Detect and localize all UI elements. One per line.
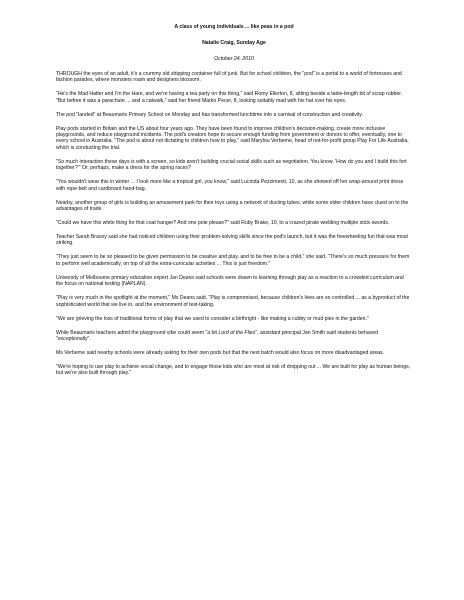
paragraph-1: THROUGH the eyes of an adult, it's a crummy old shipping container full of junk. But for school children, the "pod" is a portal to a world of fortresses and fashion parades, where monsters roam and designers blossom.: [56, 70, 402, 84]
article-title: A class of young individuals ... like peas in a pod: [174, 24, 294, 30]
paragraph-10: "They just seem to be so pleased to be given permission to be creative and play, and to be free to be a child," she said. "There's so much pressure for them to perform well academically, on top of all the extra-curricular activities ... This is just freedom.": [56, 254, 410, 267]
paragraph-12: "Play is very much in the spotlight at the moment," Ms Deans said. "Play is compromised, because children's lives are so controlled ... as a byproduct of the sophisticated world that we live in, and the environment of test-taking.: [56, 295, 410, 308]
paragraph-14: [56, 330, 412, 343]
article-date: October 24, 2010: [214, 55, 254, 62]
paragraph-6: "You wouldn't wear this in winter ... I look more like a tropical girl, you know," said Lucinda Pezzimenti, 10, as she showed off her wrap-around print dress with rope-belt and cardboard hand-bag.: [56, 179, 404, 192]
article-byline: Natalie Craig, Sunday Age: [202, 39, 266, 46]
document-page: [56, 24, 412, 384]
paragraph-13: "We are grieving the loss of traditional forms of play that we used to consider a birthright - like making a cubby or mud pies in the garden.": [56, 315, 369, 322]
paragraph-2: "He's the Mad Hatter and I'm the Hare, and we're having a tea party on this thing," said Romy Ellerton, 8, sitting beside a table-length bit of scrap rubber. "But before it was a parachute ... and a catwalk," said her friend Marko Pecer, 8, looking suitably mad with his hat over his eyes.: [56, 91, 403, 104]
paragraph-14-italic-title: Lord of the Flies: [218, 329, 256, 336]
paragraph-11: University of Melbourne primary education expert Jan Deans said schools were drawn to learning through play as a reaction to a crowded curriculum and the focus on national testing (NAPLAN).: [56, 274, 404, 288]
paragraph-15: Ms Verberne said nearby schools were already asking for their own pods but that the next batch would also focus on more disadvantaged areas.: [56, 350, 385, 356]
paragraph-9: Teacher Sarah Bracey said she had noticed children using their problem-solving skills since the pod's launch, but it was the freewheeling fun that was most striking.: [56, 233, 408, 247]
paragraph-4: Play pods started in Britain and the US about four years ago. They have been found to improve children's decision-making, create more inclusive playgrounds, and reduce playground incidents. The pod's creators hope to secure enough funding from government or donors to offer, eventually, one to every school in Australia. "The pod is about not dictating to children how to play," said Marylou Verberne, head of not-for-profit group Play For Life Australia, which is conducting the trial.: [56, 125, 409, 151]
paragraph-8: "Could we have this white thing for that coat hanger? And one pole please?" said Ruby Brake, 10, to a crazed pirate wielding multiple stick-swords.: [56, 219, 390, 226]
paragraph-14-before: While Beaumaris teachers admit the playground vibe could seem "a bit: [56, 329, 219, 336]
paragraph-5: "So much interaction these days is with a screen, so kids aren't building crucial social skills such as negotiation. You know, 'How do you and I build this fort together?'" Or, perhaps, make a dress for the spring races?: [56, 158, 407, 172]
paragraph-3: The pod "landed" at Beaumaris Primary School on Monday and has transformed lunchtime into a carnival of construction and creativity.: [56, 111, 364, 118]
paragraph-16: "We're hoping to use play to achieve social change, and to engage those kids who are most at risk of dropping out ... We are built for play as human beings, but we're also built through play.": [56, 364, 411, 377]
paragraph-7: Nearby, another group of girls is building an amusement park for their toys using a network of ducting tubes, while some older children have clued on to the advantages of trade.: [56, 199, 409, 212]
paragraph-14-after: ", assistant principal Jan Smith said students behaved "exceptionally".: [56, 329, 378, 342]
